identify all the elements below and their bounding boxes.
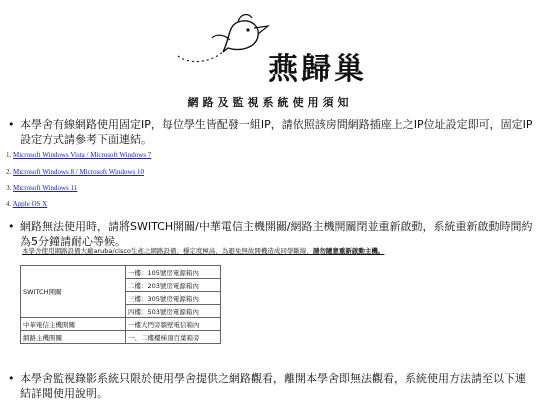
net-label-cell: 網路主機開關	[21, 331, 126, 344]
link-number: 1.	[6, 151, 12, 159]
switch-label-cell: SWITCH開關	[21, 266, 126, 318]
cht-location-cell: 一樓大門旁牆壁電信箱內	[126, 318, 221, 331]
brand-name: 燕歸巢	[268, 52, 367, 87]
switch-location-cell: 四樓：503號房電源箱內	[126, 305, 221, 318]
switch-table	[20, 265, 221, 344]
network-text: 網路無法使用時，請將SWITCH開關/中華電信主機開關/網路主機開關閉並重新啟動，系統重新啟動時間約為5分鐘請耐心等候。	[20, 220, 533, 248]
link-item	[6, 200, 47, 208]
network-note-text: 本學舍使用網路設備大廠aruba/cisco生產之網路設備，穩定度極高，為避免無故開機造成同學斷線，	[22, 247, 313, 255]
link-windows-11[interactable]: Microsoft Windows 11	[13, 184, 78, 192]
bullet-icon: •	[8, 118, 15, 131]
page-subtitle: 網路及監視系統使用須知	[187, 96, 353, 109]
network-note	[22, 246, 384, 255]
link-number: 3.	[6, 184, 12, 192]
network-note-warning: 請勿隨意重新啟動主機。	[312, 247, 385, 255]
intro-paragraph	[8, 117, 533, 147]
link-item	[6, 168, 144, 176]
link-apple-os-x[interactable]: Apple OS X	[12, 200, 48, 208]
cctv-paragraph	[8, 371, 533, 401]
link-number: 2.	[6, 168, 12, 176]
switch-location-cell: 一樓：105號房電源箱內	[126, 266, 221, 279]
bullet-icon: •	[8, 220, 15, 233]
bullet-icon: •	[8, 372, 15, 385]
link-item	[6, 151, 151, 159]
switch-location-cell: 三樓：305號房電源箱內	[126, 292, 221, 305]
table-row	[21, 318, 221, 331]
link-windows-vista-7[interactable]: Microsoft Windows Vista / Microsoft Windows 7	[13, 151, 152, 159]
link-item	[6, 184, 77, 192]
net-location-cell: 一、二樓樓梯頂百葉箱旁	[126, 331, 221, 344]
cctv-text: 本學舍監視錄影系統只限於使用學舍提供之網路觀看，離開本學舍即無法觀看，系統使用方法請至以下連結詳閱使用說明。	[20, 372, 526, 400]
link-number: 4.	[6, 200, 12, 208]
table-row	[21, 331, 221, 344]
network-paragraph	[8, 219, 533, 249]
cht-label-cell: 中華電信主機開關	[21, 318, 126, 331]
intro-text: 本學舍有線網路使用固定IP，每位學生皆配發一組IP，請依照該房間網路插座上之IP位址設定即可，固定IP設定方式請參考下面連結。	[20, 118, 533, 146]
link-windows-8-10[interactable]: Microsoft Windows 8 / Microsoft Windows 10	[13, 168, 145, 176]
table-row	[21, 266, 221, 279]
switch-location-cell: 二樓：203號房電源箱內	[126, 279, 221, 292]
